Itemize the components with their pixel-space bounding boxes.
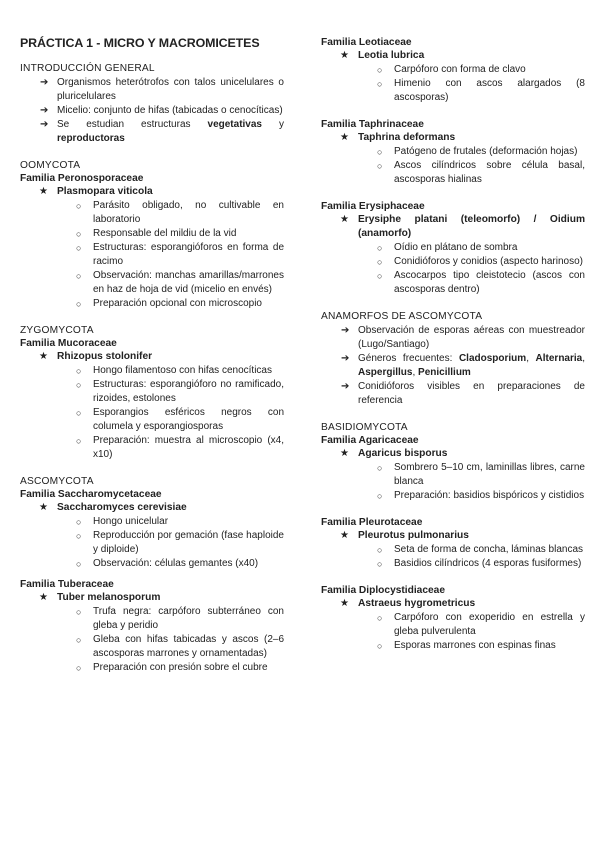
detail-item: ○ Parásito obligado, no cultivable en laboratorio <box>76 200 284 225</box>
bullet-icon: ○ <box>377 257 383 267</box>
section-heading: BASIDIOMYCOTA <box>321 422 408 433</box>
bullet-icon: ○ <box>76 366 82 376</box>
star-icon: ★ <box>340 530 349 541</box>
detail-list <box>321 241 585 297</box>
detail-list <box>20 199 284 311</box>
detail-item: ○ Observación: manchas amarillas/marrones en haz de hoja de vid (micelio en envés) <box>76 270 284 295</box>
star-icon: ★ <box>39 502 48 513</box>
family-name: Familia Taphrinaceae <box>321 119 424 130</box>
bullet-icon: ○ <box>76 436 82 446</box>
star-icon: ★ <box>39 592 48 603</box>
arrow-icon: ➔ <box>341 381 350 392</box>
family-taphrinaceae <box>321 119 585 187</box>
detail-item: ○ Responsable del mildiu de la vid <box>76 228 237 239</box>
detail-list <box>321 543 585 571</box>
arrow-icon: ➔ <box>341 353 350 364</box>
bullet-icon: ○ <box>76 663 82 673</box>
star-icon: ★ <box>340 598 349 609</box>
arrow-item: ➔ Micelio: conjunto de hifas (tabicadas o cenocíticas) <box>40 105 283 116</box>
species-name: ★ Pleurotus pulmonarius <box>340 530 469 541</box>
bullet-icon: ○ <box>76 243 82 253</box>
arrow-icon: ➔ <box>40 77 49 88</box>
family-name: Familia Tuberaceae <box>20 579 114 590</box>
detail-item: ○ Reproducción por gemación (fase haploide y diploide) <box>76 530 284 555</box>
star-icon: ★ <box>39 351 48 362</box>
arrow-list <box>20 76 284 146</box>
species-name: ★ Tuber melanosporum <box>39 592 161 603</box>
section-heading: INTRODUCCIÓN GENERAL <box>20 63 155 74</box>
detail-item: ○ Sombrero 5–10 cm, laminillas libres, carne blanca <box>377 462 585 487</box>
section-basidiomycota <box>321 422 585 503</box>
arrow-item: ➔ Observación de esporas aéreas con muestreador (Lugo/Santiago) <box>341 325 585 350</box>
detail-item: ○ Trufa negra: carpóforo subterráneo con gleba y peridio <box>76 606 284 631</box>
section-heading: OOMYCOTA <box>20 160 81 171</box>
section-heading: ASCOMYCOTA <box>20 476 94 487</box>
detail-item: ○ Ascos cilíndricos sobre célula basal, ascosporas hialinas <box>377 160 585 185</box>
bullet-icon: ○ <box>377 161 383 171</box>
detail-list <box>20 364 284 462</box>
arrow-list <box>321 324 585 408</box>
family-name: Familia Pleurotaceae <box>321 517 423 528</box>
detail-item: ○ Hongo unicelular <box>76 516 169 527</box>
family-name: Familia Erysiphaceae <box>321 201 425 212</box>
detail-list <box>321 63 585 105</box>
star-icon: ★ <box>39 186 48 197</box>
left-column <box>20 36 284 689</box>
species-name: ★ Plasmopara viticola <box>39 186 153 197</box>
detail-item: ○ Esporangios esféricos negros con columela y esporangiosporas <box>76 407 284 432</box>
species-name: ★ Rhizopus stolonifer <box>39 351 153 362</box>
bullet-icon: ○ <box>377 491 383 501</box>
species-name: ★ Leotia lubrica <box>340 50 425 61</box>
star-icon: ★ <box>340 50 349 61</box>
bullet-icon: ○ <box>76 380 82 390</box>
section-anamorfos <box>321 311 585 408</box>
bullet-icon: ○ <box>76 229 82 239</box>
detail-item: ○ Gleba con hifas tabicadas y ascos (2–6 ascosporas marrones y ornamentadas) <box>76 634 284 659</box>
family-diplocystidiaceae <box>321 585 585 653</box>
detail-item: ○ Preparación opcional con microscopio <box>76 298 262 309</box>
detail-item: ○ Esporas marrones con espinas finas <box>377 640 556 651</box>
bullet-icon: ○ <box>76 201 82 211</box>
detail-list <box>321 611 585 653</box>
bullet-icon: ○ <box>377 463 383 473</box>
detail-list <box>321 461 585 503</box>
bullet-icon: ○ <box>76 271 82 281</box>
section-zygomycota <box>20 325 284 462</box>
species-name: ★ Astraeus hygrometricus <box>340 598 476 609</box>
detail-item: ○ Ascocarpos tipo cleistotecio (ascos con ascosporas dentro) <box>377 270 585 295</box>
right-column <box>321 37 585 667</box>
bullet-icon: ○ <box>377 559 383 569</box>
section-heading: ZYGOMYCOTA <box>20 325 94 336</box>
detail-item: ○ Preparación con presión sobre el cubre <box>76 662 268 673</box>
bullet-icon: ○ <box>377 65 383 75</box>
bullet-icon: ○ <box>76 299 82 309</box>
star-icon: ★ <box>340 132 349 143</box>
arrow-icon: ➔ <box>40 105 49 116</box>
family-name: Familia Agaricaceae <box>321 435 419 446</box>
detail-item: ○ Carpóforo con forma de clavo <box>377 64 526 75</box>
detail-item: ○ Observación: células gemantes (x40) <box>76 558 259 569</box>
family-name: Familia Peronosporaceae <box>20 173 144 184</box>
detail-list <box>321 145 585 187</box>
section-oomycota <box>20 160 284 311</box>
bullet-icon: ○ <box>76 531 82 541</box>
detail-item: ○ Basidios cilíndricos (4 esporas fusiformes) <box>377 558 582 569</box>
species-name: ★ Saccharomyces cerevisiae <box>39 502 187 513</box>
family-name: Familia Leotiaceae <box>321 37 412 48</box>
family-pleurotaceae <box>321 517 585 571</box>
detail-item: ○ Oídio en plátano de sombra <box>377 242 518 253</box>
detail-item: ○ Himenio con ascos alargados (8 ascosporas) <box>377 78 585 103</box>
detail-item: ○ Estructuras: esporangióforo no ramificado, rizoides, estolones <box>76 379 284 404</box>
arrow-icon: ➔ <box>341 325 350 336</box>
star-icon: ★ <box>340 214 349 225</box>
bullet-icon: ○ <box>377 271 383 281</box>
detail-item: ○ Seta de forma de concha, láminas blancas <box>377 544 583 555</box>
bullet-icon: ○ <box>377 79 383 89</box>
family-erysiphaceae <box>321 201 585 297</box>
bullet-icon: ○ <box>76 517 82 527</box>
section-intro <box>20 63 284 146</box>
family-leotiaceae <box>321 37 585 105</box>
species-name: ★ Erysiphe platani (teleomorfo) / Oidium (anamorfo) <box>340 214 585 239</box>
species-name: ★ Taphrina deformans <box>340 132 456 143</box>
bullet-icon: ○ <box>76 635 82 645</box>
arrow-icon: ➔ <box>40 119 49 130</box>
bullet-icon: ○ <box>377 545 383 555</box>
section-heading: ANAMORFOS DE ASCOMYCOTA <box>321 311 483 322</box>
bullet-icon: ○ <box>377 641 383 651</box>
detail-item: ○ Conidióforos y conidios (aspecto harinoso) <box>377 256 583 267</box>
arrow-item: ➔ Se estudian estructuras vegetativas y reproductoras <box>40 119 285 144</box>
detail-item: ○ Estructuras: esporangióforos en forma de racimo <box>76 242 284 267</box>
family-name: Familia Diplocystidiaceae <box>321 585 446 596</box>
arrow-item: ➔ Conidióforos visibles en preparaciones de referencia <box>341 381 585 406</box>
detail-item: ○ Preparación: basidios bispóricos y cistidios <box>377 490 585 501</box>
section-ascomycota <box>20 476 284 571</box>
detail-item: ○ Carpóforo con exoperidio en estrella y gleba pulverulenta <box>377 612 585 637</box>
bullet-icon: ○ <box>377 147 383 157</box>
bullet-icon: ○ <box>76 607 82 617</box>
detail-item: ○ Preparación: muestra al microscopio (x4, x10) <box>76 435 284 460</box>
detail-item: ○ Patógeno de frutales (deformación hojas) <box>377 146 578 157</box>
detail-list <box>20 605 284 675</box>
bullet-icon: ○ <box>377 243 383 253</box>
bullet-icon: ○ <box>76 408 82 418</box>
star-icon: ★ <box>340 448 349 459</box>
detail-item: ○ Hongo filamentoso con hifas cenocíticas <box>76 365 272 376</box>
bullet-icon: ○ <box>377 613 383 623</box>
family-tuberaceae <box>20 579 284 675</box>
bullet-icon: ○ <box>76 559 82 569</box>
species-name: ★ Agaricus bisporus <box>340 448 448 459</box>
page-title: PRÁCTICA 1 - MICRO Y MACROMICETES <box>20 36 260 50</box>
family-name: Familia Mucoraceae <box>20 338 117 349</box>
arrow-item: ➔ Organismos heterótrofos con talos unicelulares o pluricelulares <box>40 77 284 102</box>
arrow-item: ➔ Géneros frecuentes: Cladosporium, Alternaria, Aspergillus, Penicillium <box>341 353 585 378</box>
detail-list <box>20 515 284 571</box>
family-name: Familia Saccharomycetaceae <box>20 489 162 500</box>
